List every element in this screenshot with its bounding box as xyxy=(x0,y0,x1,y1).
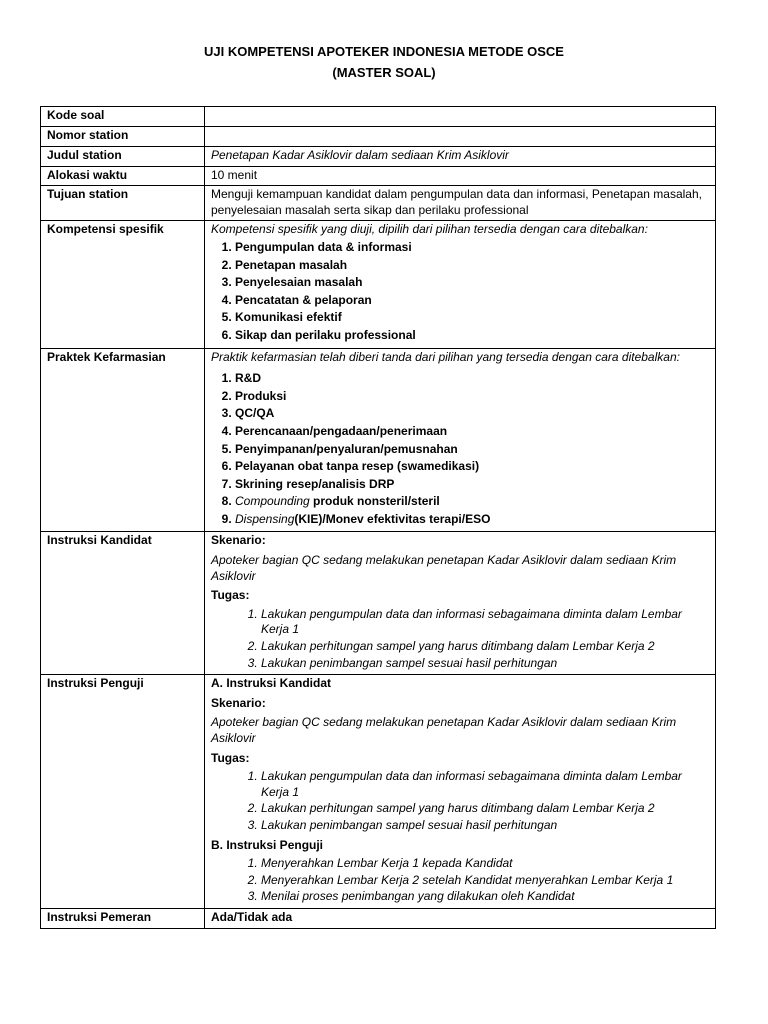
kompetensi-intro: Kompetensi spesifik yang diuji, dipilih dari pilihan tersedia dengan cara ditebalkan: xyxy=(211,222,648,237)
compounding-rest: produk nonsteril/steril xyxy=(309,494,440,509)
list-item: 3. Menilai proses penimbangan yang dilakukan oleh Kandidat xyxy=(261,889,709,905)
row-alokasi-waktu xyxy=(41,166,716,186)
list-item: 2. Produksi xyxy=(235,389,709,405)
row-tujuan-station xyxy=(41,186,716,221)
list-item: 5. Komunikasi efektif xyxy=(235,310,709,326)
tujuan-station-label: Tujuan station xyxy=(41,186,205,221)
instruksi-penguji-label: Instruksi Penguji xyxy=(41,675,205,909)
list-item: 3. Lakukan penimbangan sampel sesuai hasil perhitungan xyxy=(261,656,709,672)
nomor-station-value xyxy=(205,127,716,147)
section-a-heading: A. Instruksi Kandidat xyxy=(211,676,332,691)
praktek-list xyxy=(211,371,709,527)
list-item: 3. QC/QA xyxy=(235,406,709,422)
instruksi-pemeran-label: Instruksi Pemeran xyxy=(41,908,205,928)
list-item: 2. Lakukan perhitungan sampel yang harus ditimbang dalam Lembar Kerja 2 xyxy=(261,639,709,655)
list-item: 1. Menyerahkan Lembar Kerja 1 kepada Kandidat xyxy=(261,856,709,872)
document-subtitle: (MASTER SOAL) xyxy=(332,65,436,80)
instruksi-pemeran-value: Ada/Tidak ada xyxy=(205,908,716,928)
skenario-text: Apoteker bagian QC sedang melakukan penetapan Kadar Asiklovir dalam sediaan Krim Asiklovir xyxy=(211,553,677,583)
kode-soal-value xyxy=(205,107,716,127)
penguji-list xyxy=(211,856,709,905)
list-item: 2. Penetapan masalah xyxy=(235,258,709,274)
list-item: 3. Penyelesaian masalah xyxy=(235,275,709,291)
kompetensi-value xyxy=(205,221,716,348)
list-item xyxy=(235,494,709,510)
praktek-intro: Praktik kefarmasian telah diberi tanda dari pilihan yang tersedia dengan cara ditebalkan: xyxy=(211,349,680,364)
row-instruksi-kandidat xyxy=(41,532,716,675)
judul-station-label: Judul station xyxy=(41,147,205,167)
praktek-value xyxy=(205,348,716,532)
list-item: 5. Penyimpanan/penyaluran/pemusnahan xyxy=(235,442,709,458)
skenario-heading: Skenario: xyxy=(211,533,266,548)
list-item: 1. Lakukan pengumpulan data dan informasi sebagaimana diminta dalam Lembar Kerja 1 xyxy=(261,769,709,800)
instruksi-kandidat-label: Instruksi Kandidat xyxy=(41,532,205,675)
row-instruksi-pemeran xyxy=(41,908,716,928)
row-kode-soal xyxy=(41,107,716,127)
list-item: 1. Pengumpulan data & informasi xyxy=(235,240,709,256)
dispensing-term: Dispensing xyxy=(235,511,295,526)
tugas-heading: Tugas: xyxy=(211,588,250,603)
list-item: 6. Sikap dan perilaku professional xyxy=(235,328,709,344)
list-item: 6. Pelayanan obat tanpa resep (swamedikasi) xyxy=(235,459,709,475)
judul-station-value: Penetapan Kadar Asiklovir dalam sediaan Krim Asiklovir xyxy=(205,147,716,167)
skenario-text: Apoteker bagian QC sedang melakukan penetapan Kadar Asiklovir dalam sediaan Krim Asiklovir xyxy=(211,715,677,745)
document-title: UJI KOMPETENSI APOTEKER INDONESIA METODE OSCE xyxy=(204,44,564,59)
row-nomor-station xyxy=(41,127,716,147)
tujuan-station-value: Menguji kemampuan kandidat dalam pengumpulan data dan informasi, Penetapan masalah, penyelesaian masalah serta sikap dan perilaku professional xyxy=(205,186,716,221)
instruksi-penguji-value xyxy=(205,675,716,909)
instruksi-kandidat-value xyxy=(205,532,716,675)
row-praktek-kefarmasian xyxy=(41,348,716,532)
nomor-station-label: Nomor station xyxy=(41,127,205,147)
row-judul-station xyxy=(41,147,716,167)
dispensing-rest: (KIE)/Monev efektivitas terapi/ESO xyxy=(294,511,491,526)
list-item: 1. Lakukan pengumpulan data dan informasi sebagaimana diminta dalam Lembar Kerja 1 xyxy=(261,607,709,638)
list-item: 4. Pencatatan & pelaporan xyxy=(235,293,709,309)
list-item: 2. Menyerahkan Lembar Kerja 2 setelah Kandidat menyerahkan Lembar Kerja 1 xyxy=(261,873,709,889)
alokasi-waktu-label: Alokasi waktu xyxy=(41,166,205,186)
kode-soal-label: Kode soal xyxy=(41,107,205,127)
kompetensi-label: Kompetensi spesifik xyxy=(41,221,205,348)
row-instruksi-penguji xyxy=(41,675,716,909)
list-item: 4. Perencanaan/pengadaan/penerimaan xyxy=(235,424,709,440)
tugas-list xyxy=(211,769,709,833)
compounding-term: Compounding xyxy=(235,494,310,509)
row-kompetensi-spesifik xyxy=(41,221,716,348)
tugas-heading: Tugas: xyxy=(211,750,250,765)
list-item: 3. Lakukan penimbangan sampel sesuai hasil perhitungan xyxy=(261,818,709,834)
kompetensi-list xyxy=(211,240,709,344)
list-item: 2. Lakukan perhitungan sampel yang harus ditimbang dalam Lembar Kerja 2 xyxy=(261,801,709,817)
skenario-heading: Skenario: xyxy=(211,695,266,710)
list-item: 7. Skrining resep/analisis DRP xyxy=(235,477,709,493)
list-item: 1. R&D xyxy=(235,371,709,387)
section-b-heading: B. Instruksi Penguji xyxy=(211,837,324,852)
alokasi-waktu-value: 10 menit xyxy=(205,166,716,186)
master-soal-table xyxy=(40,106,716,929)
praktek-label: Praktek Kefarmasian xyxy=(41,348,205,532)
list-item xyxy=(235,512,709,528)
tugas-list xyxy=(211,607,709,671)
